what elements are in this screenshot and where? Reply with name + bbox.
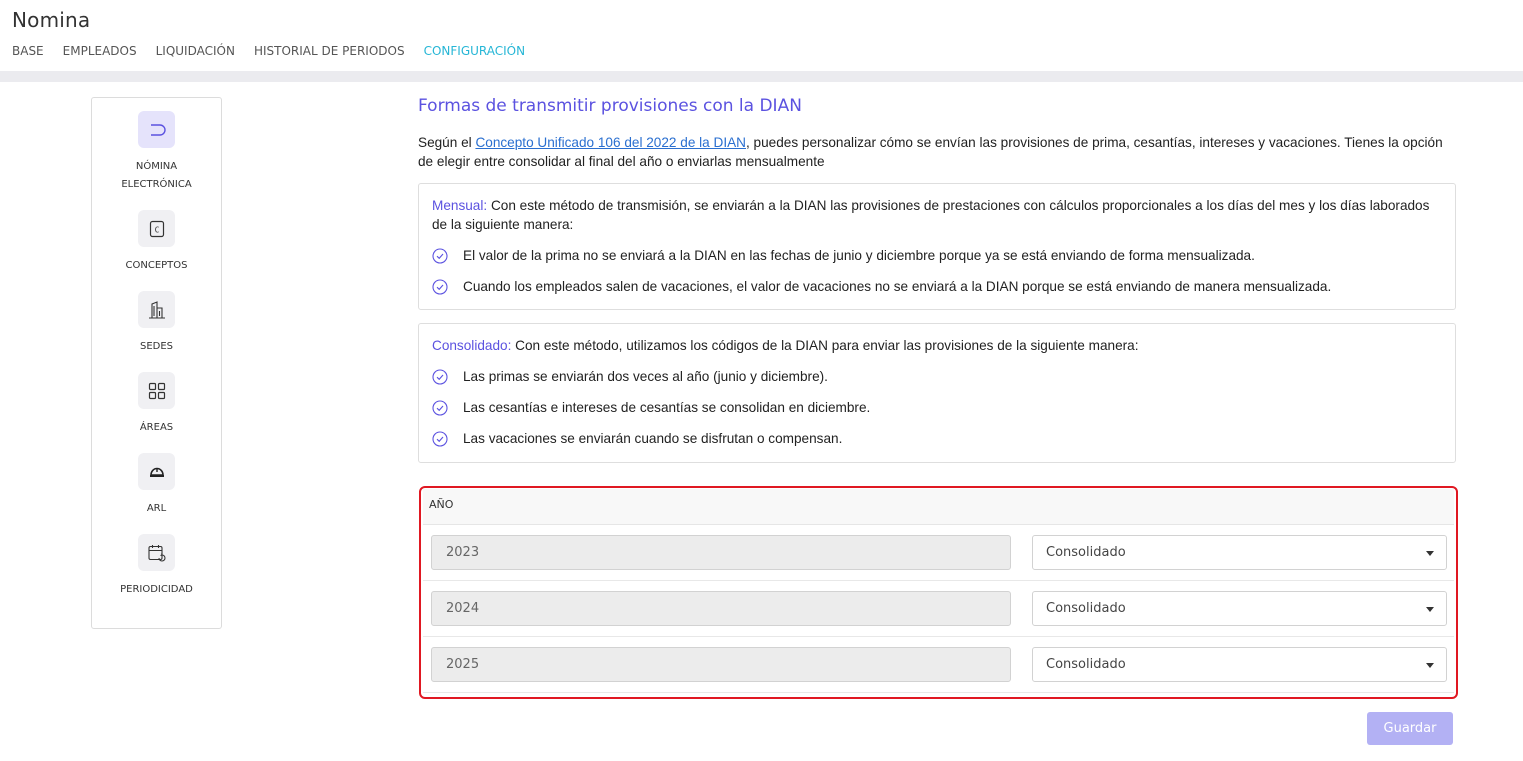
table-row <box>423 637 1454 693</box>
mensual-text: Con este método de transmisión, se enviarán a la DIAN las provisiones de prestaciones con cálculos proporcionales a los días del mes y los días laborados de la siguiente manera: <box>432 198 1430 232</box>
tab-liquidacion[interactable]: LIQUIDACIÓN <box>155 44 235 58</box>
tab-base[interactable]: BASE <box>12 44 44 58</box>
caret-down-icon <box>1426 663 1434 668</box>
intro-paragraph <box>418 133 1458 171</box>
year-column-header: AÑO <box>423 489 1454 525</box>
section-title: Formas de transmitir provisiones con la DIAN <box>418 96 802 116</box>
sidebar-item-label: NÓMINA ELECTRÓNICA <box>121 161 192 190</box>
table-row <box>423 581 1454 637</box>
settings-sidebar <box>91 97 222 629</box>
transmission-mode-select[interactable] <box>1032 535 1447 570</box>
list-item <box>432 367 1442 386</box>
transmission-mode-select[interactable] <box>1032 647 1447 682</box>
table-row <box>423 525 1454 581</box>
mensual-description <box>432 196 1442 234</box>
caret-down-icon <box>1426 551 1434 556</box>
app-title: Nomina <box>12 8 91 32</box>
main-content <box>418 96 1456 446</box>
year-field: 2023 <box>431 535 1011 570</box>
check-circle-icon <box>432 279 448 295</box>
intro-prefix: Según el <box>418 135 476 150</box>
list-item <box>432 398 1442 417</box>
check-circle-icon <box>432 369 448 385</box>
list-item-text: Cuando los empleados salen de vacaciones, el valor de vacaciones no se enviará a la DIAN porque se está enviando de manera mensualizada. <box>463 279 1332 294</box>
svg-text:C: C <box>154 225 159 234</box>
intro-suffix: , puedes personalizar cómo se envían las provisiones de prima, cesantías, intereses y vacaciones. Tienes la opción de elegir entre consolidar al final del año o enviarlas mensualmente <box>418 135 1443 169</box>
tab-configuracion[interactable]: CONFIGURACIÓN <box>423 44 526 58</box>
list-item <box>432 429 1442 448</box>
calendar-refresh-icon <box>138 534 175 571</box>
sidebar-item-label: PERIODICIDAD <box>120 584 193 595</box>
tab-historial-periodos[interactable]: HISTORIAL DE PERIODOS <box>253 44 405 58</box>
transmission-mode-select[interactable] <box>1032 591 1447 626</box>
list-item <box>432 246 1442 265</box>
header-divider <box>0 71 1523 82</box>
caret-down-icon <box>1426 607 1434 612</box>
top-nav <box>12 44 544 58</box>
dian-concept-link[interactable]: Concepto Unificado 106 del 2022 de la DIAN <box>475 135 746 150</box>
select-value: Consolidado <box>1046 657 1126 672</box>
sidebar-item-label: ÁREAS <box>139 422 174 433</box>
consolidado-card <box>418 323 1456 463</box>
check-circle-icon <box>432 400 448 416</box>
save-button[interactable]: Guardar <box>1367 712 1453 745</box>
select-value: Consolidado <box>1046 545 1126 560</box>
sidebar-item-nomina-electronica[interactable] <box>92 111 221 194</box>
sidebar-item-sedes[interactable] <box>92 291 221 356</box>
years-table <box>419 486 1458 699</box>
year-field: 2024 <box>431 591 1011 626</box>
check-circle-icon <box>432 248 448 264</box>
helmet-icon <box>138 453 175 490</box>
building-icon <box>138 291 175 328</box>
concepts-icon <box>138 210 175 247</box>
list-item-text: El valor de la prima no se enviará a la DIAN en las fechas de junio y diciembre porque ya se está enviando de forma mensualizada. <box>463 248 1255 263</box>
electronic-payroll-icon <box>138 111 175 148</box>
sidebar-item-areas[interactable] <box>92 372 221 437</box>
select-value: Consolidado <box>1046 601 1126 616</box>
list-item-text: Las vacaciones se enviarán cuando se disfrutan o compensan. <box>463 431 843 446</box>
check-circle-icon <box>432 431 448 447</box>
consolidado-text: Con este método, utilizamos los códigos de la DIAN para enviar las provisiones de la siguiente manera: <box>511 338 1139 353</box>
sidebar-item-arl[interactable] <box>92 453 221 518</box>
sidebar-item-label: SEDES <box>139 341 174 352</box>
tab-empleados[interactable]: EMPLEADOS <box>62 44 137 58</box>
year-field: 2025 <box>431 647 1011 682</box>
list-item <box>432 277 1442 296</box>
mensual-keyword: Mensual: <box>432 198 488 213</box>
sidebar-item-periodicidad[interactable] <box>92 534 221 599</box>
list-item-text: Las cesantías e intereses de cesantías se consolidan en diciembre. <box>463 400 871 415</box>
mensual-card <box>418 183 1456 310</box>
sidebar-item-label: CONCEPTOS <box>125 260 188 271</box>
sidebar-item-label: ARL <box>146 503 167 514</box>
consolidado-keyword: Consolidado: <box>432 338 512 353</box>
consolidado-description <box>432 336 1442 355</box>
grid-icon <box>138 372 175 409</box>
list-item-text: Las primas se enviarán dos veces al año (junio y diciembre). <box>463 369 828 384</box>
sidebar-item-conceptos[interactable] <box>92 210 221 275</box>
